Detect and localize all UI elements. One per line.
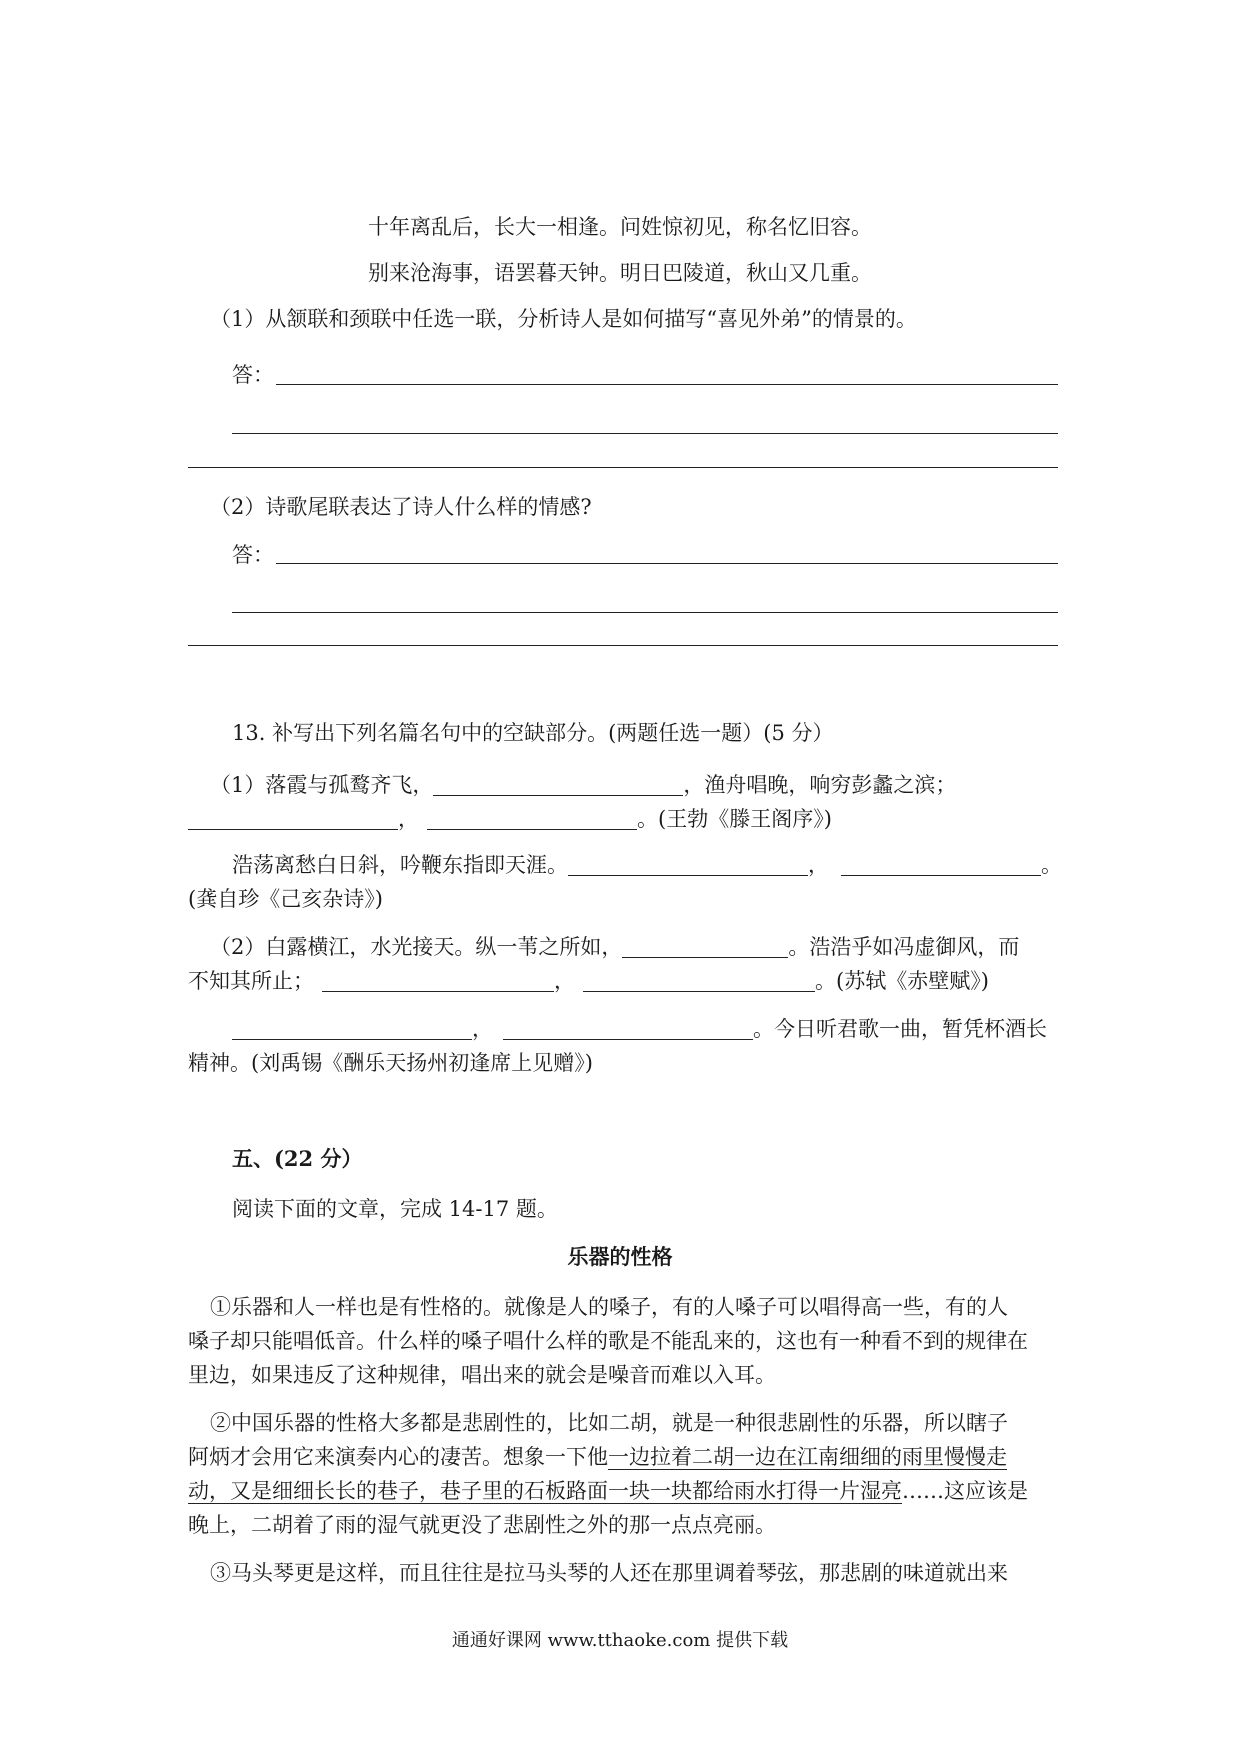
answer-line[interactable]	[276, 563, 1058, 564]
answer-line[interactable]	[232, 612, 1058, 613]
underlined-passage: 一边拉着二胡一边在江南细细的雨里慢慢走	[608, 1445, 1007, 1469]
para1-line-2: 嗓子却只能唱低音。什么样的嗓子唱什么样的歌是不能乱来的，这也有一种看不到的规律在	[188, 1329, 1028, 1353]
q12-sub1: （1）从颔联和颈联中任选一联，分析诗人是如何描写“喜见外弟”的情景的。	[210, 307, 917, 331]
para2-line-1: ②中国乐器的性格大多都是悲剧性的，比如二胡，就是一种很悲剧性的乐器，所以瞎子	[210, 1411, 1008, 1435]
fill-blank[interactable]	[188, 807, 398, 830]
para3-line-1: ③马头琴更是这样，而且往往是拉马头琴的人还在那里调着琴弦，那悲剧的味道就出来	[210, 1561, 1008, 1585]
answer-label-2: 答：	[232, 543, 274, 567]
fill-blank[interactable]	[322, 969, 554, 992]
q13-line-6: 不知其所止； ， 。(苏轼《赤壁赋》)	[188, 969, 989, 993]
fill-blank[interactable]	[232, 1017, 472, 1040]
answer-line[interactable]	[188, 467, 1058, 468]
q13-line-3: 浩荡离愁白日斜，吟鞭东指即天涯。 ， 。	[232, 853, 1062, 877]
article-title: 乐器的性格	[567, 1244, 673, 1269]
underlined-passage: 动，又是细细长长的巷子，巷子里的石板路面一块一块都给雨水打得一片湿亮	[188, 1479, 902, 1503]
page-footer: 通通好课网 www.tthaoke.com 提供下载	[451, 1630, 789, 1651]
fill-blank[interactable]	[622, 935, 788, 958]
q13-line-5: （2）白露横江，水光接天。纵一苇之所如， 。浩浩乎如冯虚御风，而	[210, 935, 1020, 959]
q13-line-8: 精神。(刘禹锡《酬乐天扬州初逢席上见赠》)	[188, 1051, 593, 1075]
answer-line[interactable]	[276, 384, 1058, 385]
para1-line-3: 里边，如果违反了这种规律，唱出来的就会是噪音而难以入耳。	[188, 1363, 776, 1387]
section5-instruction: 阅读下面的文章，完成 14-17 题。	[232, 1197, 558, 1221]
fill-blank[interactable]	[503, 1017, 753, 1040]
q13-line-4: (龚自珍《己亥杂诗》)	[188, 887, 383, 911]
poem-line-1: 十年离乱后，长大一相逢。问姓惊初见，称名忆旧容。	[368, 215, 872, 239]
fill-blank[interactable]	[427, 807, 637, 830]
para2-line-2: 阿炳才会用它来演奏内心的凄苦。想象一下他一边拉着二胡一边在江南细细的雨里慢慢走	[188, 1445, 1007, 1469]
answer-line[interactable]	[232, 433, 1058, 434]
para2-line-4: 晚上，二胡着了雨的湿气就更没了悲剧性之外的那一点点亮丽。	[188, 1513, 776, 1537]
fill-blank[interactable]	[841, 853, 1041, 876]
fill-blank[interactable]	[433, 773, 683, 796]
para2-line-3: 动，又是细细长长的巷子，巷子里的石板路面一块一块都给雨水打得一片湿亮……这应该是	[188, 1479, 1028, 1503]
fill-blank[interactable]	[583, 969, 815, 992]
q13-line-7: ， 。今日听君歌一曲，暂凭杯酒长	[232, 1014, 1047, 1044]
q13-line-1: （1）落霞与孤鹜齐飞， ，渔舟唱晚，响穷彭蠡之滨；	[210, 773, 957, 797]
para1-line-1: ①乐器和人一样也是有性格的。就像是人的嗓子，有的人嗓子可以唱得高一些，有的人	[210, 1295, 1008, 1319]
q13-line-2: ， 。(王勃《滕王阁序》)	[188, 804, 832, 834]
fill-blank[interactable]	[568, 853, 808, 876]
answer-label-1: 答：	[232, 363, 274, 387]
answer-line[interactable]	[188, 645, 1058, 646]
q12-sub2: （2）诗歌尾联表达了诗人什么样的情感?	[210, 495, 592, 519]
poem-line-2: 别来沧海事，语罢暮天钟。明日巴陵道，秋山又几重。	[368, 261, 872, 285]
q13-heading: 13. 补写出下列名篇名句中的空缺部分。(两题任选一题）(5 分）	[232, 721, 834, 745]
section5-heading: 五、(22 分）	[232, 1146, 363, 1171]
